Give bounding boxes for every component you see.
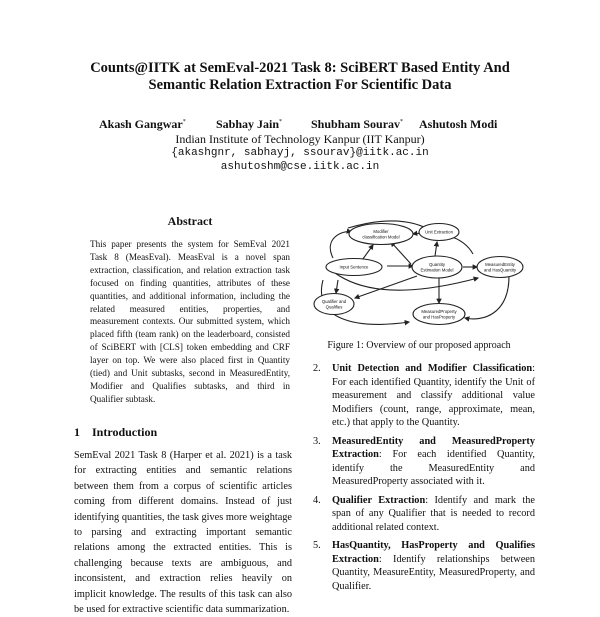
node-label: Qualifies — [325, 304, 343, 310]
node-label: Modifier — [373, 229, 389, 234]
node-label: Quantity — [428, 262, 446, 267]
task-item: 5. HasQuantity, HasProperty and Qualifies Extraction: Identify relationships between Quantity, MeasureEntity, MeasuredProperty, and Qualifier. — [313, 540, 535, 592]
task-list — [313, 362, 535, 598]
author: Sabhay Jain* — [216, 117, 283, 131]
edge — [435, 242, 437, 256]
node-label: classification Model — [362, 234, 400, 240]
author: Ashutosh Modi — [419, 117, 498, 131]
email-line: ashutoshm@cse.iitk.ac.in — [220, 161, 380, 173]
node-label: and HasQuantity — [483, 267, 517, 273]
edge — [330, 232, 351, 258]
abstract-text: This paper presents the system for SemEval 2021 Task 8 (MeasEval). MeasEval is a novel span extraction, classification, and relation extraction task focused on finding quantities, attributes of these quantities, and additional information, including the related measured entities, properties, and measurement contexts. Our submitted system, which placed fifth (team rank) on the leaderboard, consisted of SciBERT with [CLS] token embedding and CRF layer on top. We were also placed first in Quantity (tied) and Unit subtasks, second in MeasuredEntity, Modifier and Qualifies subtasks, and third in Qualifier subtask. — [90, 239, 290, 404]
author: Akash Gangwar* — [99, 117, 186, 131]
email-line: {akashgnr, sabhayj, ssourav}@iitk.ac.in — [171, 147, 429, 159]
node-label: MeasuredProperty — [421, 309, 457, 314]
introduction-text: SemEval 2021 Task 8 (Harper et al. 2021) is a task for extracting entities and semantic relations between them from a corpus of scientific articles coming from different domains. Instead of just identifying quantities, the task gives more weightage to parsing and extracting important semantic relations among the extracted entities. This is challenging because texts are ambiguous, and inconsistent, and extraction relies heavily on implicit knowledge. The results of this task can also be used for extractive scientific data summarization. — [74, 450, 292, 616]
section-heading: 1 Introduction — [74, 425, 158, 439]
task-item: 4. Qualifier Extraction: Identify and mark the span of any Qualifier that is needed to record additional related context. — [313, 494, 535, 533]
affiliation: Indian Institute of Technology Kanpur (IIT Kanpur) — [175, 132, 425, 146]
paper-title: Counts@IITK at SemEval-2021 Task 8: SciBERT Based Entity And Semantic Relation Extraction For Scientific Data — [90, 60, 510, 93]
node-label: Unit Extraction — [425, 229, 453, 235]
edge — [355, 276, 417, 298]
edge — [465, 276, 509, 319]
node-label: Qualifier and — [321, 299, 347, 304]
figure-caption: Figure 1: Overview of our proposed approach — [327, 340, 511, 351]
edge — [336, 280, 338, 293]
pipeline-diagram — [313, 218, 525, 330]
node-label: and HasProperty — [422, 314, 456, 320]
author: Shubham Sourav* — [311, 117, 404, 131]
task-item: 2. Unit Detection and Modifier Classification: For each identified Quantity, identify the Unit of measurement and classify additional value Modifiers (count, range, approximate, mean, etc.) that apply to the Quantity. — [313, 363, 535, 428]
task-item: 3. MeasuredEntity and MeasuredProperty Extraction: For each identified Quantity, identify the MeasuredEntity and MeasuredProperty associated with it. — [313, 435, 535, 487]
edge — [391, 242, 411, 264]
pipeline-figure — [313, 218, 525, 330]
node-label: Estimation Model — [420, 267, 454, 273]
node-label: Input Sentence — [339, 264, 369, 270]
abstract-heading: Abstract — [167, 214, 213, 228]
node-label: MeasuredEntity — [485, 262, 515, 267]
diagram-nodes — [314, 224, 523, 325]
